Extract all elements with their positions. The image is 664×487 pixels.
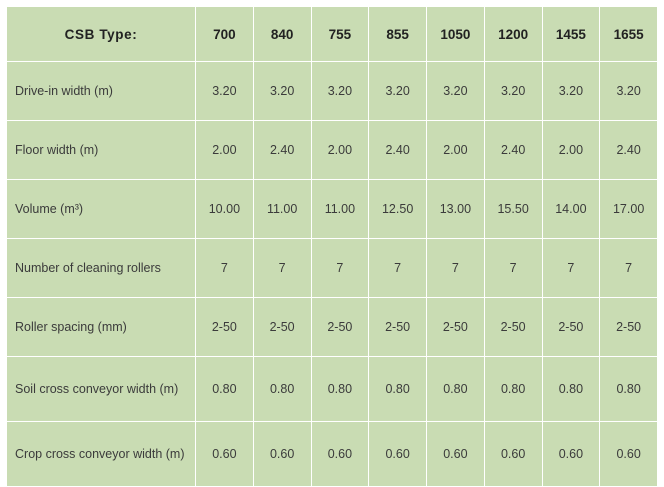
column-header-7: 1655 [600,7,658,62]
table-cell: 0.60 [600,422,658,487]
table-cell: 2.00 [542,121,600,180]
row-label: Number of cleaning rollers [7,239,196,298]
table-cell: 2.00 [311,121,369,180]
table-cell: 0.60 [196,422,254,487]
column-header-0: 700 [196,7,254,62]
specification-table [6,6,658,487]
table-cell: 2.40 [600,121,658,180]
table-cell: 15.50 [484,180,542,239]
table-cell: 12.50 [369,180,427,239]
table-cell: 0.60 [369,422,427,487]
row-label: Crop cross conveyor width (m) [7,422,196,487]
column-header-4: 1050 [427,7,485,62]
table-cell: 7 [311,239,369,298]
table-cell: 2.40 [253,121,311,180]
table-cell: 2.00 [427,121,485,180]
table-cell: 0.60 [311,422,369,487]
table-cell: 0.60 [484,422,542,487]
table-cell: 3.20 [253,62,311,121]
table-row [7,239,658,298]
table-header-row [7,7,658,62]
table-cell: 3.20 [311,62,369,121]
table-row [7,298,658,357]
row-label: Soil cross conveyor width (m) [7,357,196,422]
row-label: Drive-in width (m) [7,62,196,121]
column-header-2: 755 [311,7,369,62]
row-label: Roller spacing (mm) [7,298,196,357]
table-cell: 2-50 [542,298,600,357]
table-cell: 3.20 [542,62,600,121]
table-cell: 11.00 [253,180,311,239]
table-cell: 2-50 [311,298,369,357]
header-label-csb-type: CSB Type: [7,7,196,62]
table-cell: 3.20 [427,62,485,121]
table-row [7,62,658,121]
table-cell: 0.80 [311,357,369,422]
table-row [7,422,658,487]
table-cell: 7 [196,239,254,298]
table-cell: 0.80 [427,357,485,422]
column-header-1: 840 [253,7,311,62]
row-label: Volume (m³) [7,180,196,239]
table-cell: 7 [542,239,600,298]
column-header-5: 1200 [484,7,542,62]
table-cell: 14.00 [542,180,600,239]
table-cell: 17.00 [600,180,658,239]
table-cell: 13.00 [427,180,485,239]
table-cell: 3.20 [484,62,542,121]
table-body [7,62,658,487]
table-cell: 2-50 [253,298,311,357]
table-cell: 2-50 [369,298,427,357]
table-cell: 3.20 [196,62,254,121]
table-cell: 2-50 [484,298,542,357]
table-header [7,7,658,62]
table-cell: 7 [600,239,658,298]
row-label: Floor width (m) [7,121,196,180]
table-cell: 2.40 [484,121,542,180]
table-cell: 0.80 [196,357,254,422]
table-cell: 2-50 [427,298,485,357]
table-cell: 0.60 [542,422,600,487]
table-cell: 0.80 [253,357,311,422]
table-cell: 0.60 [253,422,311,487]
table-cell: 3.20 [600,62,658,121]
table-cell: 7 [369,239,427,298]
column-header-3: 855 [369,7,427,62]
table-row [7,121,658,180]
table-cell: 11.00 [311,180,369,239]
table-cell: 0.80 [542,357,600,422]
table-cell: 2.00 [196,121,254,180]
table-cell: 0.60 [427,422,485,487]
table-cell: 3.20 [369,62,427,121]
column-header-6: 1455 [542,7,600,62]
table-cell: 2.40 [369,121,427,180]
table-row [7,180,658,239]
table-cell: 0.80 [484,357,542,422]
table-cell: 7 [484,239,542,298]
table-cell: 7 [427,239,485,298]
table-cell: 7 [253,239,311,298]
table-cell: 2-50 [600,298,658,357]
table-cell: 10.00 [196,180,254,239]
table-cell: 2-50 [196,298,254,357]
table-cell: 0.80 [369,357,427,422]
table-cell: 0.80 [600,357,658,422]
